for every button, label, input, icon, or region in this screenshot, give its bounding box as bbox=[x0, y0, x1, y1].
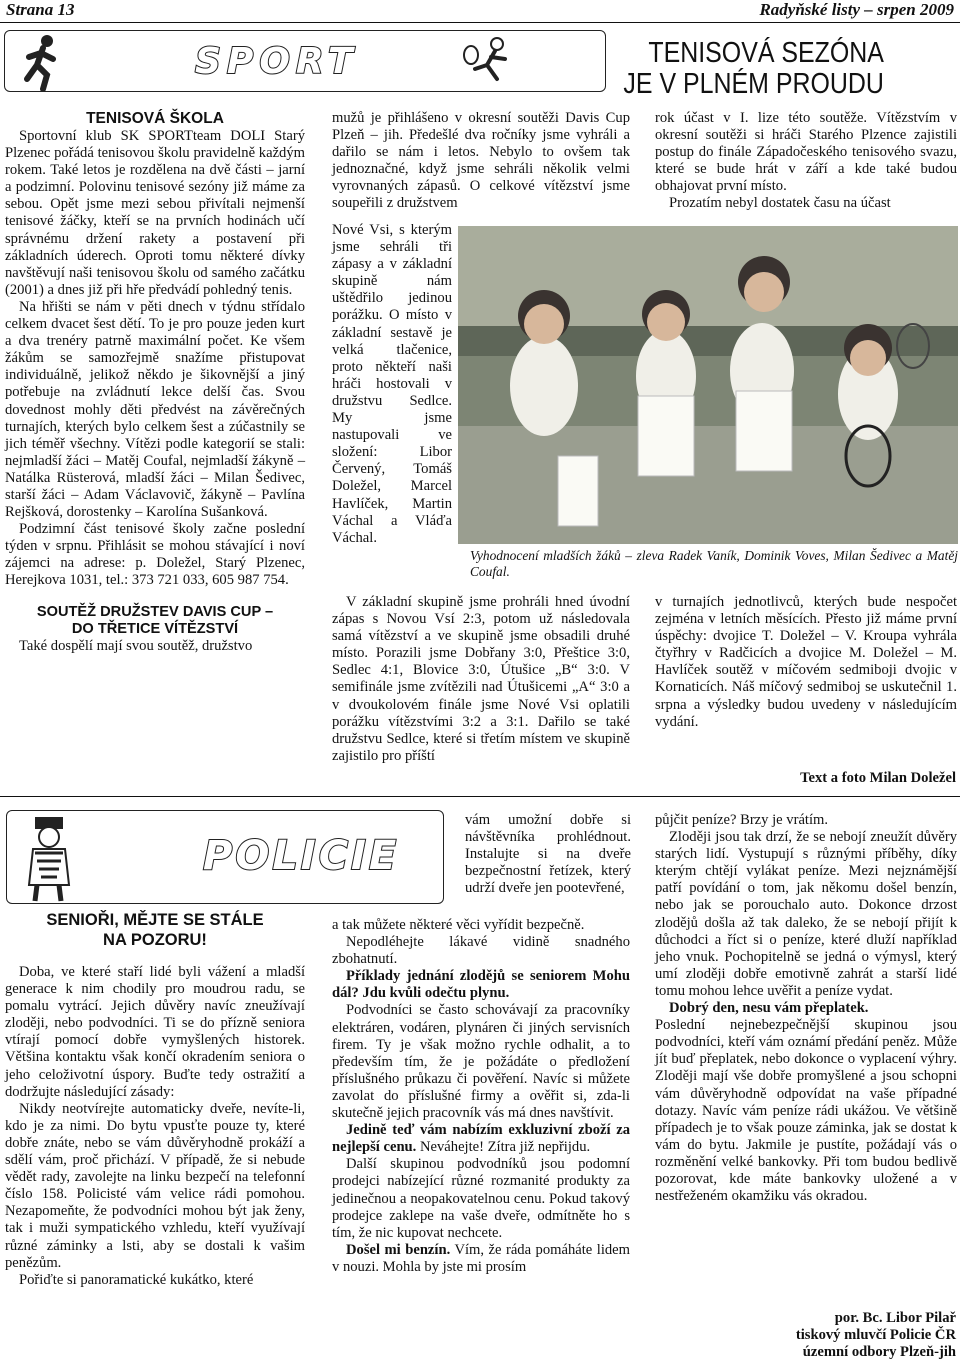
policeman-icon bbox=[13, 813, 83, 903]
photo-illustration bbox=[458, 226, 958, 544]
sport-column-2-narrow bbox=[332, 222, 452, 547]
paragraph: V základní skupině jsme prohráli hned úvodní zápas s Novou Vsí 2:3, potom už následovala samá vítězství a ve skupině jsme obsadili druhé místo. Porazili jsme Dobřany 3:0, Přeštice 3:0, Sedlec 4:1, Blovice 3:0, Útušice „B“ 3:0. V semifinále jsme zvítězili nad Útušicemi „A“ 3:0 a v dvoukolovém finále jsme Nové Vsi oplatili porážku vítězstvími 3:2 a 3:1. Dařilo se také družstvu Sedlce, které si třetím místem ve skupině zajistilo pro příští bbox=[332, 594, 630, 764]
paragraph-bold bbox=[655, 1000, 957, 1017]
paragraph: mužů je přihlášeno v okresní soutěži Davis Cup Plzeň – jih. Předešlé dva ročníky jsme vyhráli a dařilo se nám i letos. Nebylo to ovšem tak jednoznačné, když jsme sehráli několik velmi vyrovnaných zápasů. O celkové vítězství jsme soupeřili z družstvem bbox=[332, 110, 630, 212]
paragraph: Zloději jsou tak drzí, že se nebojí zneužít důvěry starých lidí. Vystupují s různými příběhy, díky kterým chtějí vylákat peníze. Mezi nejznámější patří povídání o tom, jak někomu došel benzín, nebo jak se porouchalo auto. Dokonce drzost zlodějů došla až tak daleko, že se nebojí přijít k důchodci a říct si o peníze, které dluží například jeho vnuk. Pochopitelně se jedná o výmysl, který umí zloději dobře emotivně zahrát a starší lidé tomu mohou lehce uvěřit a peníze vydat. bbox=[655, 829, 957, 999]
paragraph bbox=[332, 1242, 630, 1276]
section-divider bbox=[0, 796, 960, 797]
sport-column-1 bbox=[5, 110, 305, 655]
paragraph: Nikdy neotvírejte automaticky dveře, nevíte-li, kdo je za nimi. Do bytu vpusťte pouze ty, které dobře znáte, nebo se vám důvěryhodně prokáží a sdělí vám, proč přichází. V případě, že si nebude vědět rady, zavolejte na linku bezpečí na telefonní číslo 158. Policisté vám velice rádi pomohou. Nezapomeňte, že podvodníci mohou být jak ženy, tak i muži sympatického vzhledu, kteří využívají různé záminky a lsti, aby se dostali k vašim penězům. bbox=[5, 1100, 305, 1271]
sport-banner bbox=[4, 30, 606, 92]
bold-phrase: Jedině teď vám nabízím exkluzivní zboží za nejlepší cenu. bbox=[332, 1122, 630, 1156]
sport-column-3-top bbox=[655, 110, 957, 213]
page-number: Strana 13 bbox=[6, 0, 75, 19]
paragraph-text: Vím, že ráda pomáháte lidem v nouzi. Mohla by jste mi prosím bbox=[332, 1241, 630, 1275]
tennis-kids-photo bbox=[458, 226, 958, 544]
police-banner bbox=[6, 810, 444, 904]
sport-column-3-bottom bbox=[655, 594, 957, 731]
police-signature bbox=[796, 1310, 956, 1361]
issue-label: Radyňské listy – srpen 2009 bbox=[759, 0, 954, 19]
sport-article-title bbox=[623, 38, 884, 100]
paragraph-bold bbox=[332, 968, 630, 1002]
paragraph: a tak můžete některé věci vyřídit bezpečně. bbox=[332, 917, 585, 933]
tennis-player-icon bbox=[457, 35, 517, 87]
paragraph: Pořiďte si panoramatické kukátko, které bbox=[19, 1271, 254, 1288]
sport-column-2-top bbox=[332, 110, 630, 213]
davis-cup-heading bbox=[5, 604, 305, 638]
police-column-3 bbox=[655, 812, 957, 1205]
sport-banner-label: SPORT bbox=[195, 41, 359, 82]
bold-phrase: Došel mi benzín. bbox=[346, 1241, 451, 1258]
paragraph: Podzimní část tenisové školy začne poslední týden v srpnu. Přihlásit se mohou stávající i noví zájemci na adrese: p. Doležel, Starý Plzenec, Herejkova 1031, tel.: 373 721 033, 605 987 754. bbox=[5, 521, 305, 589]
runner-icon bbox=[13, 33, 73, 91]
paragraph: v turnajích jednotlivců, kterých bude nespočet zejména v letních měsících. Přesto již máme první úspěchy: dvojice T. Doležel – V. Kroupa vyhrála čtyřhry v Radčicích a dvojice M. Doležel – M. Havlíček soutěž v míčovém sedmiboji dvojic v Kornaticích. Náš míčový sedmiboj se uskutečnil 1. srpna a výsledky budou uvedeny v následujícím vydání. bbox=[655, 594, 957, 730]
police-heading bbox=[5, 910, 305, 950]
paragraph: Sportovní klub SK SPORTteam DOLI Starý Plzenec pořádá tenisovou školu pravidelně každým rokem. Také letos je rozdělena na dvě části – jarní a podzimní. Polovinu tenisové sezóny již máme za sebou. Opět jsme mezi sebou přivítali nejmenší tenisové žáčky, kteří se na prvních hodinách učí správnému držení rakety a postavení při základních úderech. Oproti tomu některé dívky navštěvují naši tenisovou školu od samého začátku (2001) a dnes již při hře předvádí pohledný tenis. bbox=[5, 128, 305, 298]
sport-title-line2: JE V PLNÉM PROUDU bbox=[623, 68, 884, 100]
paragraph: vám umožní dobře si návštěvníka prohlédnout. Instalujte si na dveře bezpečnostní řetízek, který udrží dveře jen pootevřené, bbox=[465, 812, 631, 897]
signature-line: tiskový mluvčí Policie ČR bbox=[795, 1327, 956, 1343]
police-heading-line1: SENIOŘI, MĚJTE SE STÁLE bbox=[46, 911, 264, 929]
paragraph: Také dospělí mají svou soutěž, družstvo bbox=[19, 637, 253, 654]
paragraph-text: Neváhejte! Zítra již nepřijdu. bbox=[416, 1139, 591, 1156]
header-rule bbox=[0, 22, 960, 23]
paragraph: rok účast v I. lize této soutěže. Vítězstvím v okresní soutěži si hráči Starého Plzence zajistili postup do finále Západočeského tenisového svazu, které se bude hrát v září a kde také budou obhajovat první místo. bbox=[655, 110, 957, 195]
police-column-1 bbox=[5, 910, 305, 1289]
police-banner-label: POLICIE bbox=[203, 833, 400, 879]
paragraph: Na hřišti se nám v pěti dnech v týdnu střídalo celkem dvacet šest dětí. To je pro pouze jeden kurt a dva trenéry patrně maximální počet. Ke všem žákům se samozřejmě snažíme přistupovat individuálně, jelikož někdo je šikovnější a jiný potřebuje na zvládnutí lekce delší čas. Svou dovednost mohly děti předvést na závěrečných turnajích, kterých bylo celkem šest a zúčastnily se jich téměř všechny. Vítězi podle kategorií se stali: nejmladší žáci – Matěj Coufal, nejmladší žákyně – Natálka Rüsterová, mladší žáci – Milan Šedivec, starší žáci – Adam Václavovič, žákyně – Pavlína Rejšková, dorostenky – Karolína Sušanková. bbox=[5, 298, 305, 521]
police-heading-line2: NA POZORU! bbox=[103, 931, 207, 949]
bold-phrase: Dobrý den, nesu vám přeplatek. bbox=[669, 1000, 869, 1017]
police-column-2-narrow bbox=[465, 812, 631, 897]
davis-heading-line1: SOUTĚŽ DRUŽSTEV DAVIS CUP – bbox=[36, 603, 274, 620]
tennis-school-heading: TENISOVÁ ŠKOLA bbox=[86, 110, 224, 127]
bold-phrase: Příklady jednání zlodějů se seniorem Mohu dál? Jdu kvůli odečtu plynu. bbox=[332, 968, 630, 1002]
paragraph: Další skupinou podvodníků jsou podomní prodejci nabízející různé rozmanité produkty za jedinečnou a neopakovatelnou cenu. Pokud takový prodejce zaklepe na vaše dveře, odmítněte ho s tím, že nic kupovat nechcete. bbox=[332, 1156, 630, 1241]
signature-line: územní odbory Plzeň-jih bbox=[802, 1344, 956, 1360]
paragraph: Poslední nejnebezpečnější skupinou jsou podvodníci, kteří vám oznámí předání peněz. Může jít buď přeplatek, nebo dokonce o vyplacení výhry. Zloději mají vše dobře promyšlené a jsou schopni vám důvěryhodně odpovídat na vaše případné dotazy. Navíc vám peníze rádi ukážou. Ve většině případech je to však pouze záminka, jak se dostat k vám do bytu. Jakmile je pustíte, požádají vás o rozměnění velké bankovky. Při tom budou bedlivě pozorovat, kde máte bankovky uložené a v nestřeženém okamžiku vás okradou. bbox=[655, 1017, 957, 1205]
paragraph: Doba, ve které staří lidé byli vážení a mladší generace k nim chodily pro moudrou radu, se pomalu vytrácí. Jejich důvěry navíc zneužívají zloději, nebo podvodníci. Ti se do přízně seniora vtírají pomocí dobře vymyšlených historek. Většina kontaktu však končí okradením seniora o jeho celoživotní úspory. Buďte tedy ostražití a dodržujte následující zásady: bbox=[5, 964, 305, 1100]
sport-title-line1: TENISOVÁ SEZÓNA bbox=[648, 37, 884, 69]
sport-column-2-bottom bbox=[332, 594, 630, 765]
paragraph: Prozatím nebyl dostatek času na účast bbox=[669, 195, 891, 212]
signature-line: por. Bc. Libor Pilař bbox=[834, 1310, 956, 1326]
paragraph: Nové Vsi, s kterým jsme sehráli tři zápasy a v základní skupině nám uštědřilo jedinou porážku. O místo v základní sestavě je velká tlačenice, proto někteří naši hráči hostovali v družstvu Sedlce. My jsme nastupovali ve složení: Libor Červený, Tomáš Doležel, Marcel Havlíček, Martin Váchal a Vláďa Váchal. bbox=[332, 222, 452, 546]
police-column-2 bbox=[332, 917, 630, 1276]
paragraph bbox=[332, 1122, 630, 1156]
sport-signature: Text a foto Milan Doležel bbox=[800, 770, 956, 786]
davis-heading-line2: DO TŘETICE VÍTĚZSTVÍ bbox=[71, 620, 239, 637]
paragraph: půjčit peníze? Brzy je vrátím. bbox=[655, 812, 829, 828]
paragraph: Nepodléhejte lákavé vidině snadného zbohatnutí. bbox=[332, 934, 630, 968]
photo-caption: Vyhodnocení mladších žáků – zleva Radek Vaník, Dominik Voves, Milan Šedivec a Matěj Coufal. bbox=[470, 548, 958, 579]
paragraph: Podvodníci se často schovávají za pracovníky elektráren, vodáren, plynáren či jiných servisních firem. Ty je však možno rychle odhalit, a to především tím, že je požádáte o předložení příslušného průkazu či pověření. Navíc si můžete zavolat do příslušné firmy a ověřit si, zda-li skutečně jejich pracovník vás má dnes navštívit. bbox=[332, 1002, 630, 1122]
